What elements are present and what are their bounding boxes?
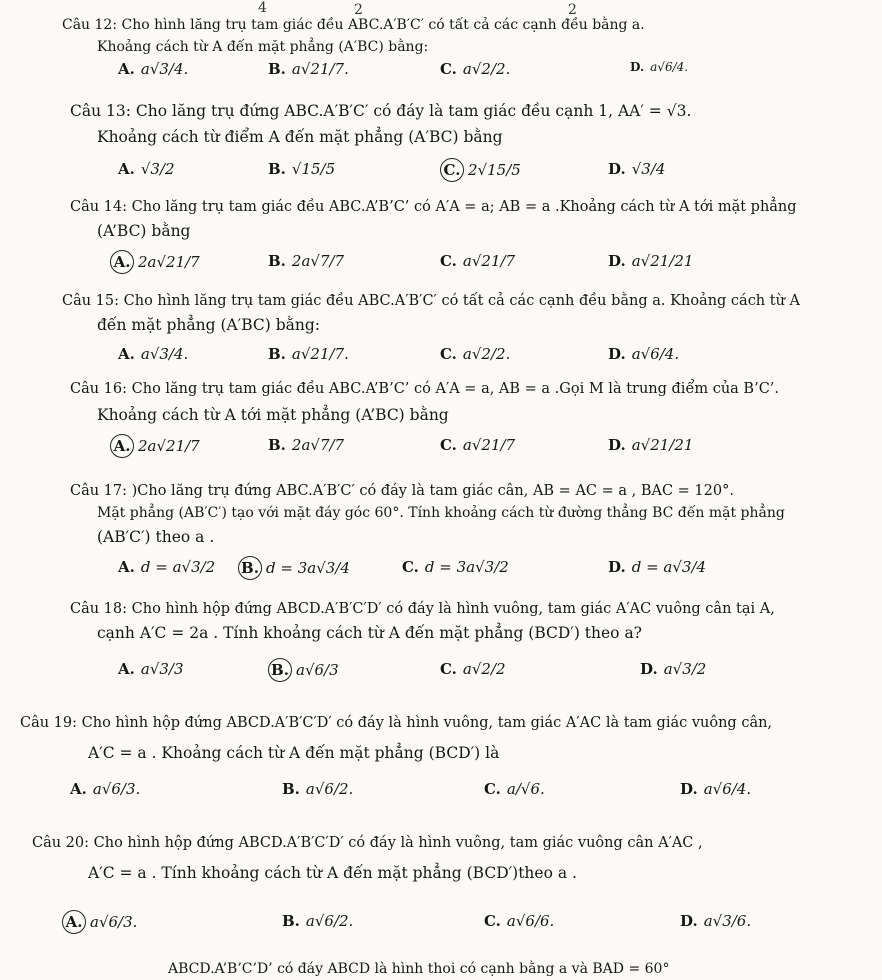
q13-option-b[interactable]: B. √15/5	[268, 160, 336, 178]
question-17-line-2: Mặt phẳng (AB′C′) tạo với mặt đáy góc 60°. Tính khoảng cách từ đường thẳng BC đến mặt phẳng	[97, 505, 785, 521]
q12-option-c[interactable]: C. a√2/2.	[440, 60, 511, 78]
question-20-line-2: A′C = a . Tính khoảng cách từ A đến mặt phẳng (BCD′)theo a .	[88, 864, 577, 882]
question-14-line-2: (A’BC) bằng	[97, 222, 191, 240]
q17-option-c[interactable]: C. d = 3a√3/2	[402, 558, 509, 576]
question-15-line-2: đến mặt phẳng (A′BC) bằng:	[97, 316, 321, 334]
q15-option-d[interactable]: D. a√6/4.	[608, 345, 680, 363]
q14-option-a[interactable]: A. 2a√21/7	[110, 250, 200, 274]
q15-option-a[interactable]: A. a√3/4.	[118, 345, 189, 363]
q16-option-c[interactable]: C. a√21/7	[440, 436, 516, 454]
handwritten-mark: 4	[258, 0, 267, 16]
answer-circle-mark: A.	[62, 910, 86, 934]
q15-option-c[interactable]: C. a√2/2.	[440, 345, 511, 363]
question-17-line-1: Câu 17: )Cho lăng trụ đứng ABC.A′B′C′ có đáy là tam giác cân, AB = AC = a , BAC = 120°.	[70, 483, 734, 499]
handwritten-mark: 2	[354, 2, 363, 18]
question-12-line-2: Khoảng cách từ A đến mặt phẳng (A′BC) bằng:	[97, 39, 429, 55]
q12-option-d[interactable]: D. a√6/4.	[630, 60, 689, 74]
q13-option-c[interactable]: C. 2√15/5	[440, 158, 521, 182]
answer-circle-mark: B.	[238, 556, 262, 580]
q20-option-c[interactable]: C. a√6/6.	[484, 912, 555, 930]
q12-option-a[interactable]: A. a√3/4.	[118, 60, 189, 78]
q16-option-a[interactable]: A. 2a√21/7	[110, 434, 200, 458]
question-13-line-1: Câu 13: Cho lăng trụ đứng ABC.A′B′C′ có đáy là tam giác đều cạnh 1, AA′ = √3.	[70, 102, 692, 120]
answer-circle-mark: B.	[268, 658, 292, 682]
question-16-line-1: Câu 16: Cho lăng trụ tam giác đều ABC.A’B’C’ có A′A = a, AB = a .Gọi M là trung điểm của B’C’.	[70, 381, 780, 397]
q13-option-a[interactable]: A. √3/2	[118, 160, 175, 178]
question-19-line-2: A′C = a . Khoảng cách từ A đến mặt phẳng (BCD′) là	[88, 744, 500, 762]
question-14-line-1: Câu 14: Cho lăng trụ tam giác đều ABC.A’B’C’ có A′A = a; AB = a .Khoảng cách từ A tới mặt phẳng	[70, 199, 797, 215]
question-19-line-1: Câu 19: Cho hình hộp đứng ABCD.A′B′C′D′ có đáy là hình vuông, tam giác A′AC là tam giác vuông cân,	[20, 715, 773, 731]
q18-option-c[interactable]: C. a√2/2	[440, 660, 506, 678]
q17-option-a[interactable]: A. d = a√3/2	[118, 558, 216, 576]
question-12-line-1: Câu 12: Cho hình lăng trụ tam giác đều ABC.A′B′C′ có tất cả các cạnh đều bằng a.	[62, 17, 645, 33]
answer-circle-mark: C.	[440, 158, 464, 182]
q20-option-b[interactable]: B. a√6/2.	[282, 912, 354, 930]
q15-option-b[interactable]: B. a√21/7.	[268, 345, 349, 363]
q20-option-a[interactable]: A. a√6/3.	[62, 910, 137, 934]
q18-option-d[interactable]: D. a√3/2	[640, 660, 707, 678]
q19-option-c[interactable]: C. a/√6.	[484, 780, 545, 798]
question-17-line-3: (AB′C′) theo a .	[97, 528, 215, 546]
question-20-line-1: Câu 20: Cho hình hộp đứng ABCD.A′B′C′D′ có đáy là hình vuông, tam giác vuông cân A′AC ,	[32, 835, 703, 851]
q12-option-b[interactable]: B. a√21/7.	[268, 60, 349, 78]
q17-option-b[interactable]: B. d = 3a√3/4	[238, 556, 350, 580]
q14-option-b[interactable]: B. 2a√7/7	[268, 252, 345, 270]
cut-off-next-question: ABCD.A’B’C’D’ có đáy ABCD là hình thoi có cạnh bằng a và BAD = 60°	[168, 961, 670, 977]
answer-circle-mark: A.	[110, 434, 134, 458]
q14-option-c[interactable]: C. a√21/7	[440, 252, 516, 270]
q16-option-b[interactable]: B. 2a√7/7	[268, 436, 345, 454]
handwritten-mark: 2	[568, 2, 577, 18]
question-18-line-1: Câu 18: Cho hình hộp đứng ABCD.A′B′C′D′ có đáy là hình vuông, tam giác A′AC vuông cân tại A,	[70, 601, 775, 617]
q18-option-a[interactable]: A. a√3/3	[118, 660, 184, 678]
q19-option-b[interactable]: B. a√6/2.	[282, 780, 354, 798]
q19-option-d[interactable]: D. a√6/4.	[680, 780, 752, 798]
question-15-line-1: Câu 15: Cho hình lăng trụ tam giác đều ABC.A′B′C′ có tất cả các cạnh đều bằng a. Khoảng cách từ A	[62, 293, 801, 309]
answer-circle-mark: A.	[110, 250, 134, 274]
question-18-line-2: cạnh A′C = 2a . Tính khoảng cách từ A đến mặt phẳng (BCD′) theo a?	[97, 624, 642, 642]
question-16-line-2: Khoảng cách từ A tới mặt phẳng (A’BC) bằng	[97, 406, 449, 424]
q14-option-d[interactable]: D. a√21/21	[608, 252, 694, 270]
q19-option-a[interactable]: A. a√6/3.	[70, 780, 141, 798]
q16-option-d[interactable]: D. a√21/21	[608, 436, 694, 454]
question-13-line-2: Khoảng cách từ điểm A đến mặt phẳng (A′BC) bằng	[97, 128, 503, 146]
q20-option-d[interactable]: D. a√3/6.	[680, 912, 752, 930]
q18-option-b[interactable]: B. a√6/3	[268, 658, 339, 682]
q17-option-d[interactable]: D. d = a√3/4	[608, 558, 707, 576]
q13-option-d[interactable]: D. √3/4	[608, 160, 666, 178]
